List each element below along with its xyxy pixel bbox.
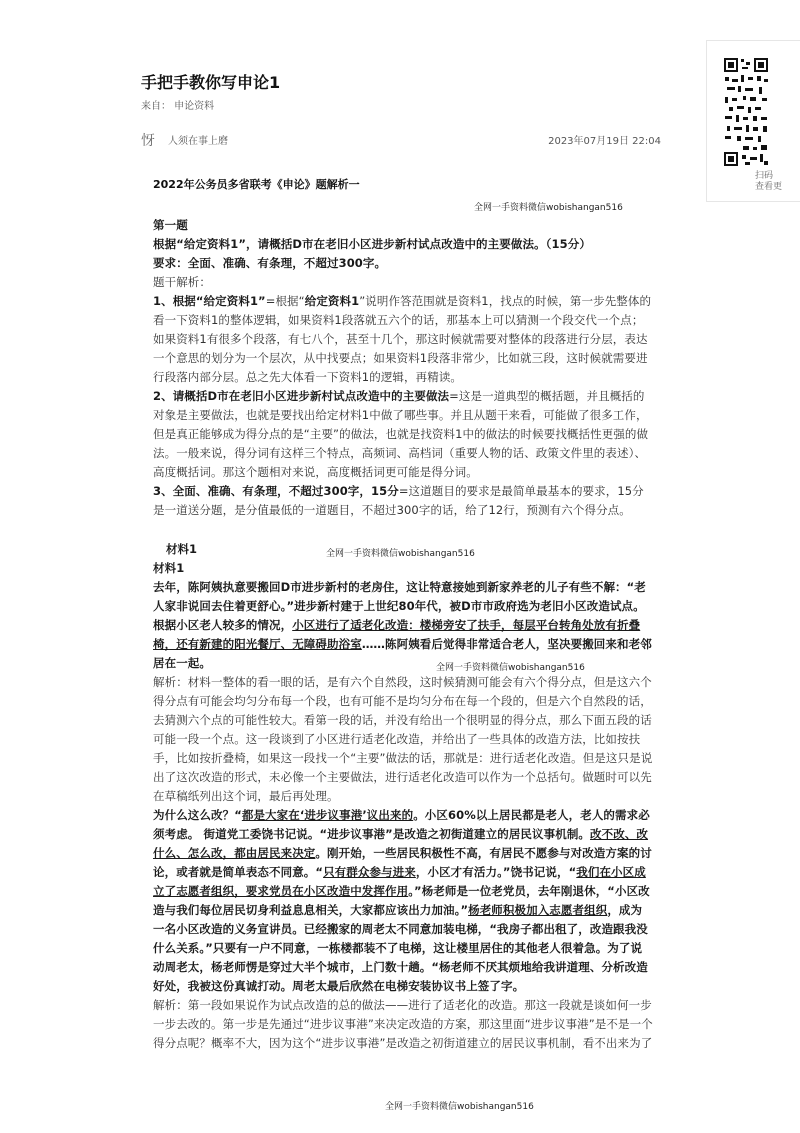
analysis-point-1: 1、根据“给定资料1”=根据“给定资料1”说明作答范围就是资料1，找点的时候，第一步先整体的看一下资料1的整体逻辑，如果资料1段落就五六个的话，那基本上可以猜测一个段交代一个点；如果资料1有很多个段落，有七八个，甚至十几个，那这时候就需要对整体的段落进行分层，表达一个意思的划分为一个层次，从中找要点；如果资料1段落非常少，比如就三段，这时候就需要进行段落内部分层。总之先大体看一下资料1的逻辑，再精读。 xyxy=(153,294,652,384)
question-label: 第一题 xyxy=(153,218,188,232)
analysis-paragraph-2: 解析：第一段如果说作为试点改造的总的做法——进行了适老化的改造。那这一段就是谈如何一步一步去改的。第一步是先通过“进步议事港”来决定改造的方案，那这里面“进步议事港”是不是一个得分点呢？概率不大，因为这个“进步议事港”是改造之初街道建立的居民议事机制，看不出来为了 xyxy=(153,998,653,1050)
author-name[interactable]: 人须在事上磨 xyxy=(168,136,228,147)
watermark: 全网一手资料微信wobishangan516 xyxy=(474,203,623,213)
watermark: 全网一手资料微信wobishangan516 xyxy=(385,1102,534,1112)
article-source[interactable]: 来自： 申论资料 xyxy=(141,101,215,112)
article-title: 手把手教你写申论1 xyxy=(141,73,281,92)
watermark: 全网一手资料微信wobishangan516 xyxy=(326,549,475,559)
publish-date: 2023年07月19日 22:04 xyxy=(548,136,661,147)
analysis-point-3: 3、全面、准确、有条理，不超过300字，15分=这道题目的要求是最简单最基本的要求，15分是一道送分题，是分值最低的一道题目，不超过300字的话，给了12行，预测有六个得分点。 xyxy=(153,484,644,517)
author-row xyxy=(141,132,661,148)
material-paragraph-2: 为什么这么改？“都是大家在‘进步议事港’议出来的。小区60%以上居民都是老人，老人的需求必须考虑。 街道党工委饶书记说。“进步议事港”是改造之初街道建立的居民议事机制。改不改、改什么、怎么改，都由居民来决定。刚开始，一些居民积极性不高，有居民不愿参与对改造方案的讨论，或者就是简单表态不同意。“只有群众参与进来，小区才有活力。”饶书记说，“我们在小区成立了志愿者组织，要求党员在小区改造中发挥作用。”杨老师是一位老党员，去年刚退休，“小区改造与我们每位居民切身利益息息相关，大家都应该出力加油。”杨老师积极加入志愿者组织，成为一名小区改造的义务宣讲员。已经搬家的周老太不同意加装电梯，“我房子都出租了，改造跟我没什么关系。”只要有一户不同意，一栋楼都装不了电梯，这让楼里居住的其他老人很着急。为了说动周老太，杨老师愣是穿过大半个城市，上门数十趟。“杨老师不厌其烦地给我讲道理、分析改造好处，我被这份真诚打动。周老太最后欣然在电梯安装协议书上签了字。 xyxy=(153,808,652,993)
qr-code-icon xyxy=(723,57,769,167)
material-block xyxy=(153,559,653,1053)
question-text: 根据“给定资料1”，请概括D市在老旧小区进步新村试点改造中的主要做法。（15分） xyxy=(153,237,591,251)
material-label: 材料1 xyxy=(153,561,185,575)
qr-caption: 扫码 查看更 xyxy=(755,171,783,192)
analysis-paragraph-1: 解析：材料一整体的看一眼的话，是有六个自然段，这时候猜测可能会有六个得分点，但是这六个得分点有可能会均匀分布每一个段，也有可能不是均匀分布在每一个段的，但是六个自然段的话，去猜测六个点的可能性较大。看第一段的话，并没有给出一个很明显的得分点，那么下面五段的话可能一段一个点。这一段谈到了小区进行适老化改造，并给出了一些具体的改造方法，比如按扶手，比如按折叠椅，如果这一段找一个“主要”做法的话，那就是：进行适老化改造。但是这只是说出了这次改造的形式，未必像一个主要做法，进行适老化改造可以作为一个总括句。做题时可以先在草稿纸列出这个词，最后再处理。 xyxy=(153,675,653,803)
author-avatar-icon[interactable]: 㤉 xyxy=(141,133,155,149)
question-requirement: 要求：全面、准确、有条理，不超过300字。 xyxy=(153,256,387,270)
analysis-point-2: 2、请概括D市在老旧小区进步新村试点改造中的主要做法=这是一道典型的概括题，并且概括的对象是主要做法，也就是要找出给定材料1中做了哪些事。并且从题干来看，可能做了很多工作，但是真正能够成为得分点的是“主要”的做法，也就是找资料1中的做法的时候要找概括性更强的做法。一般来说，得分词有这样三个特点，高频词、高档词（重要人物的话、政策文件里的表述）、高度概括词。那这个题相对来说，高度概括词更可能是得分词。 xyxy=(153,389,649,479)
material-paragraph-1: 去年，陈阿姨执意要搬回D市进步新村的老房住，这让特意接她到新家养老的儿子有些不解：“老人家非说回去住着更舒心。”进步新村建于上世纪80年代，被D市市政府选为老旧小区改造试点。根据小区老人较多的情况，小区进行了适老化改造：楼梯旁安了扶手，每层平台转角处放有折叠椅，还有新建的阳光餐厅、无障碍助浴室……陈阿姨看后觉得非常适合老人，坚决要搬回来和老邻居在一起。 xyxy=(153,580,652,670)
watermark: 全网一手资料微信wobishangan516 xyxy=(436,663,585,673)
analysis-label: 题干解析： xyxy=(153,275,211,289)
section-heading: 2022年公务员多省联考《申论》题解析一 xyxy=(153,178,360,191)
question-block xyxy=(153,216,653,520)
qr-panel[interactable] xyxy=(706,40,800,202)
material-label: 材料1 xyxy=(166,542,198,556)
